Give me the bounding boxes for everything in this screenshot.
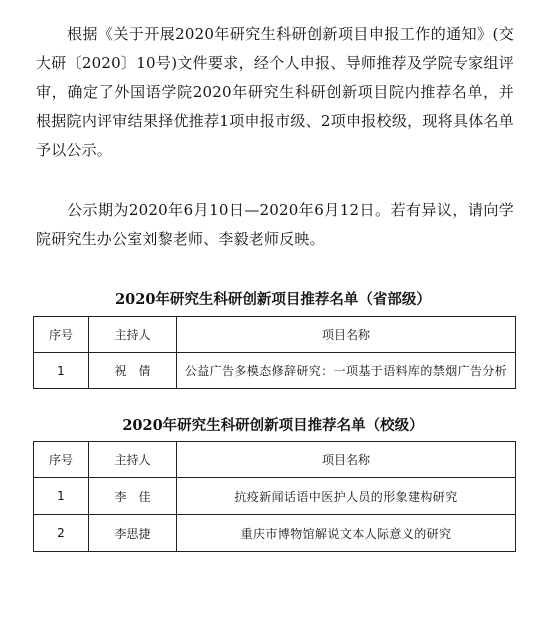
cell-project-name: 抗疫新闻话语中医护人员的形象建构研究	[177, 478, 516, 515]
table-header-row	[34, 442, 516, 478]
header-project-name: 项目名称	[177, 442, 516, 478]
table-header-row	[34, 317, 516, 353]
table-row	[34, 353, 516, 389]
cell-project-name: 重庆市博物馆解说文本人际意义的研究	[177, 515, 516, 552]
provincial-list-table	[33, 316, 516, 389]
school-list-title: 2020年研究生科研创新项目推荐名单（校级）	[122, 417, 424, 434]
intro-paragraph-1: 根据《关于开展2020年研究生科研创新项目申报工作的通知》(交大研〔2020〕10号)文件要求，经个人申报、导师推荐及学院专家组评审，确定了外国语学院2020年研究生科研创新项目院内推荐名单，并根据院内评审结果择优推荐1项申报市级、2项申报校级，现将具体名单予以公示。	[36, 25, 514, 159]
header-host: 主持人	[89, 442, 177, 478]
cell-serial-number: 1	[34, 478, 89, 515]
table-row	[34, 515, 516, 552]
cell-host: 李 佳	[89, 478, 177, 515]
header-serial-number: 序号	[34, 317, 89, 353]
cell-serial-number: 1	[34, 353, 89, 389]
cell-serial-number: 2	[34, 515, 89, 552]
provincial-list-title: 2020年研究生科研创新项目推荐名单（省部级）	[115, 291, 431, 308]
header-host: 主持人	[89, 317, 177, 353]
cell-host: 李思捷	[89, 515, 177, 552]
header-project-name: 项目名称	[177, 317, 516, 353]
cell-project-name: 公益广告多模态修辞研究：一项基于语料库的禁烟广告分析	[177, 353, 516, 389]
cell-host: 祝 倩	[89, 353, 177, 389]
table-row	[34, 478, 516, 515]
header-serial-number: 序号	[34, 442, 89, 478]
school-list-table	[33, 441, 516, 552]
intro-paragraph-2: 公示期为2020年6月10日—2020年6月12日。若有异议，请向学院研究生办公室刘黎老师、李毅老师反映。	[36, 201, 514, 248]
